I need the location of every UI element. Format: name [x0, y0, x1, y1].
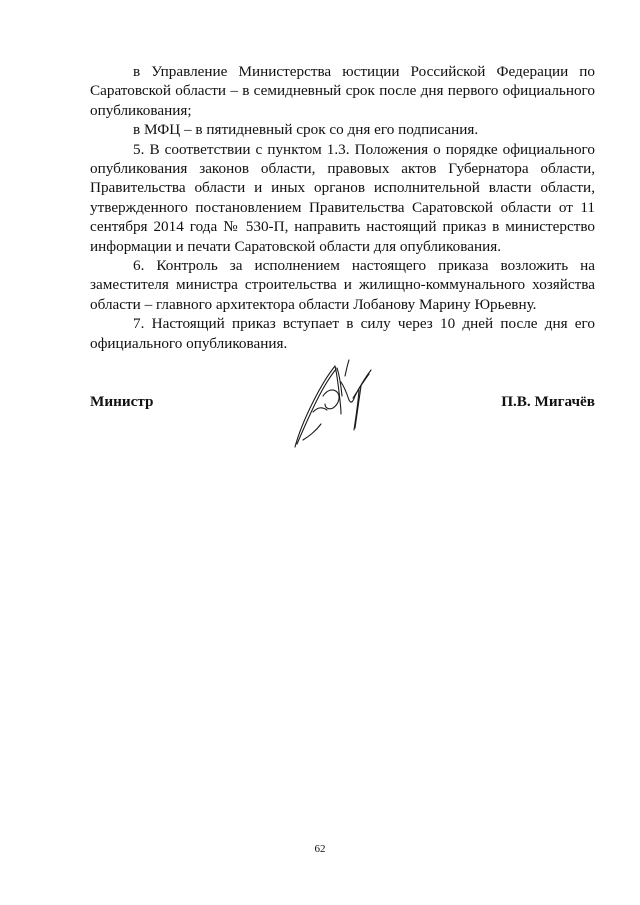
paragraph-ministry-justice: в Управление Министерства юстиции Российской Федерации по Саратовской области – в семидневный срок после дня первого официального опубликования; — [90, 63, 595, 119]
signatory-name: П.В. Мигачёв — [501, 393, 595, 410]
signatory-title: Министр — [90, 393, 154, 410]
paragraph-mfc: в МФЦ – в пятидневный срок со дня его подписания. — [133, 121, 479, 139]
paragraph-item-7: 7. Настоящий приказ вступает в силу через 10 дней после дня его официального опубликования. — [90, 315, 595, 352]
signature-block — [90, 393, 595, 417]
paragraph-item-6: 6. Контроль за исполнением настоящего приказа возложить на заместителя министра строительства и жилищно-коммунального хозяйства области – главного архитектора области Лобанову Марину Юрьевну. — [90, 257, 595, 313]
document-body — [90, 62, 595, 353]
page-number: 62 — [314, 843, 326, 855]
paragraph-item-5: 5. В соответствии с пунктом 1.3. Положения о порядке официального опубликования законов области, правовых актов Губернатора области, Правительства области и иных органов исполнительной власти области, утвержденного постановлением Правительства Саратовской области от 11 сентября 2014 года № 530-П, направить настоящий приказ в министерство информации и печати Саратовской области для опубликования. — [90, 140, 595, 255]
